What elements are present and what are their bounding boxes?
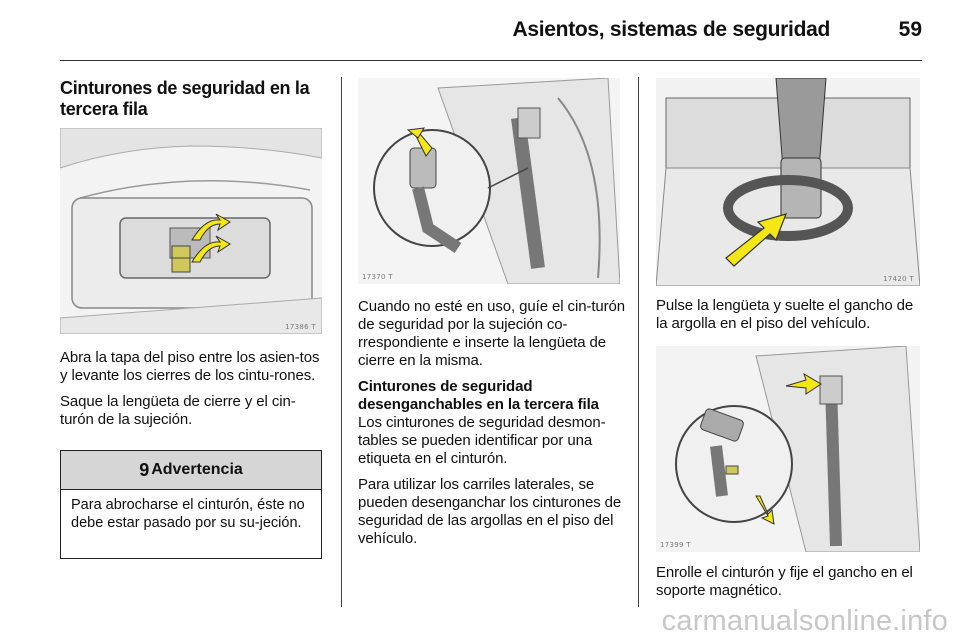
paragraph: Abra la tapa del piso entre los asien-tos y levante los cierres de los cintu-rones. <box>60 349 320 384</box>
warning-text: Para abrocharse el cinturón, éste no debe estar pasado por su su-jeción. <box>71 497 305 531</box>
figure-code: 17399 T <box>660 541 691 549</box>
col3-text-2 <box>656 564 926 608</box>
column-divider-1 <box>341 77 342 607</box>
figure-floor-cover-illustration <box>60 128 322 334</box>
subheading: Cinturones de seguridad desenganchables en la tercera fila <box>358 378 599 413</box>
header-rule <box>60 60 922 61</box>
figure-floor-cover <box>60 128 322 334</box>
paragraph: Saque la lengüeta de cierre y el cin-turón de la sujeción. <box>60 393 296 428</box>
figure-belt-holder <box>358 78 620 284</box>
col3-text-1 <box>656 297 926 341</box>
paragraph: Enrolle el cinturón y fije el gancho en el soporte magnético. <box>656 564 913 599</box>
paragraph: Para utilizar los carriles laterales, se pueden desenganchar los cinturones de seguridad de las argollas en el piso del vehículo. <box>358 476 622 547</box>
figure-magnetic-holder-illustration <box>656 346 920 552</box>
column-divider-2 <box>638 77 639 607</box>
col2-text <box>358 298 630 556</box>
paragraph: Cuando no esté en uso, guíe el cin-turón de seguridad por la sujeción co-rrespondiente e inserte la lengüeta de cierre en la misma. <box>358 298 626 369</box>
page-number: 59 <box>898 18 922 41</box>
figure-code: 17420 T <box>883 275 914 283</box>
figure-floor-ring <box>656 78 920 286</box>
warning-header <box>61 451 321 490</box>
col1-text <box>60 349 328 437</box>
watermark: carmanualsonline.info <box>661 605 948 637</box>
figure-code: 17370 T <box>362 273 393 281</box>
figure-floor-ring-illustration <box>656 78 920 286</box>
running-header-title: Asientos, sistemas de seguridad <box>512 18 830 41</box>
warning-icon: 9 <box>139 459 150 480</box>
figure-code: 17386 T <box>285 323 316 331</box>
warning-title: Advertencia <box>151 461 243 478</box>
paragraph: Los cinturones de seguridad desmon-tables se pueden identificar por una etiqueta en el cinturón. <box>358 414 606 467</box>
section-title: Cinturones de seguridad en la tercera fila <box>60 78 310 119</box>
warning-box <box>60 450 322 559</box>
figure-magnetic-holder <box>656 346 920 552</box>
figure-belt-holder-illustration <box>358 78 620 284</box>
paragraph: Pulse la lengüeta y suelte el gancho de la argolla en el piso del vehículo. <box>656 297 914 332</box>
